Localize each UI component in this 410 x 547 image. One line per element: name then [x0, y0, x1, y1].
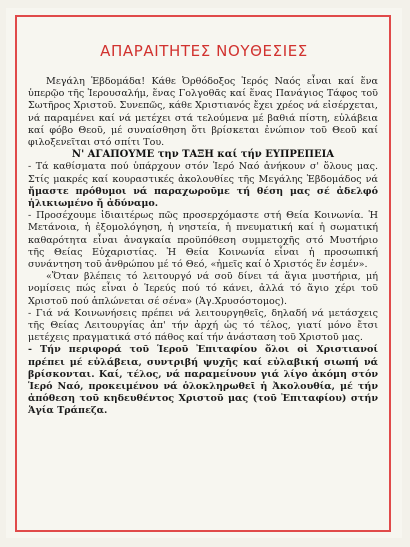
bullet-seats-emphasis: ἤμαστε πρόθυμοι νά παραχωροῦμε τή θέση μας σέ ἀδελφό ἡλικιωμένο ἤ ἀδύναμο. — [28, 185, 378, 210]
document-page — [6, 8, 402, 538]
bullet-communion: - Προσέχουμε ἰδιαιτέρως πῶς προσερχόμαστε στή Θεία Κοινωνία. Ἡ Μετάνοια, ἡ ἐξομολόγηση, ἡ νηστεία, ἡ πνευματική καί ἡ σωματική καθαρότητα εἶναι ἀναγκαία προϋπόθεση συμμετοχῆς στό Μυστήριο τῆς Θείας Εὐχαριστίας. Ἡ Θεία Κοινωνία εἶναι ἡ προσωπική συνάντηση τοῦ ἀνθρώπου μέ τό Θεό, «ἡμεῖς καί ὁ Χριστός ἕν ἐσμέν». — [28, 210, 378, 271]
page-title: ΑΠΑΡΑΙΤΗΤΕΣ ΝΟΥΘΕΣΙΕΣ — [100, 42, 308, 60]
document-body — [28, 76, 378, 418]
bullet-seats — [28, 161, 378, 210]
quote-chrysostom: «Ὅταν βλέπεις τό λειτουργό νά σοῦ δίνει τά ἅγια μυστήρια, μή νομίσεις πώς εἶναι ὁ Ἱερεύς πού τό κάνει, ἀλλά τό ἅγιο χέρι τοῦ Χριστοῦ πού ἁπλώνεται σέ σένα» (Ἁγ.Χρυσόστομος). — [28, 271, 378, 307]
bullet-epitaphios: - Τήν περιφορά τοῦ Ἱεροῦ Ἐπιταφίου ὅλοι οἱ Χριστιανοί πρέπει μέ εὐλάβεια, συντριβή ψυχῆς καί εὐλαβική σιωπή νά βρίσκονται. Καί, τέλος, νά παραμείνουν γιά λίγο ἀκόμη στόν Ἱερό Ναό, προκειμένου νά ὁλοκληρωθεῖ ἡ Ἀκολουθία, μέ τήν ἀπόθεση τοῦ κηδευθέντος Χριστοῦ μας (τοῦ Ἐπιταφίου) στήν Ἁγία Τράπεζα. — [28, 344, 378, 417]
bullet-seats-text: - Τά καθίσματα πού ὑπάρχουν στόν Ἱερό Ναό ἀνήκουν σ' ὅλους μας. Στίς μακρές καί κουραστικές ἀκολουθίες τῆς Μεγάλης Ἑβδομάδος νά — [28, 161, 378, 185]
bullet-liturgy: - Γιά νά Κοινωνήσεις πρέπει νά λειτουργηθεῖς, δηλαδή νά μετάσχεις τῆς Θείας Λειτουργίας ἀπ' τήν ἀρχή ὡς τό τέλος, γιατί μόνο ἔτσι μετέχεις πραγματικά στό πάθος καί τήν ἀνάσταση τοῦ Χριστοῦ μας. — [28, 307, 378, 344]
intro-paragraph: Μεγάλη Ἑβδομάδα! Κάθε Ὀρθόδοξος Ἱερός Ναός εἶναι καί ἕνα ὑπερῷο τῆς Ἱερουσαλήμ, ἕνας Γολγοθᾶς καί ἕνας Πανάγιος Τάφος τοῦ Σωτῆρος Χριστοῦ. Συνεπῶς, κάθε Χριστιανός ἔχει χρέος νά εἰσέρχεται, νά παραμένει καί νά μετέχει στά τελούμενα μέ βαθιά πίστη, εὐλάβεια καί φόβο Θεοῦ, μέ συναίσθηση ὅτι βρίσκεται ἐνώπιον τοῦ Θεοῦ καί φιλοξενεῖται στό σπίτι Του. — [28, 76, 378, 149]
section-heading: Ν' ΑΓΑΠΟΥΜΕ την ΤΑΞΗ καί τήν ΕΥΠΡΕΠΕΙΑ — [71, 149, 335, 161]
